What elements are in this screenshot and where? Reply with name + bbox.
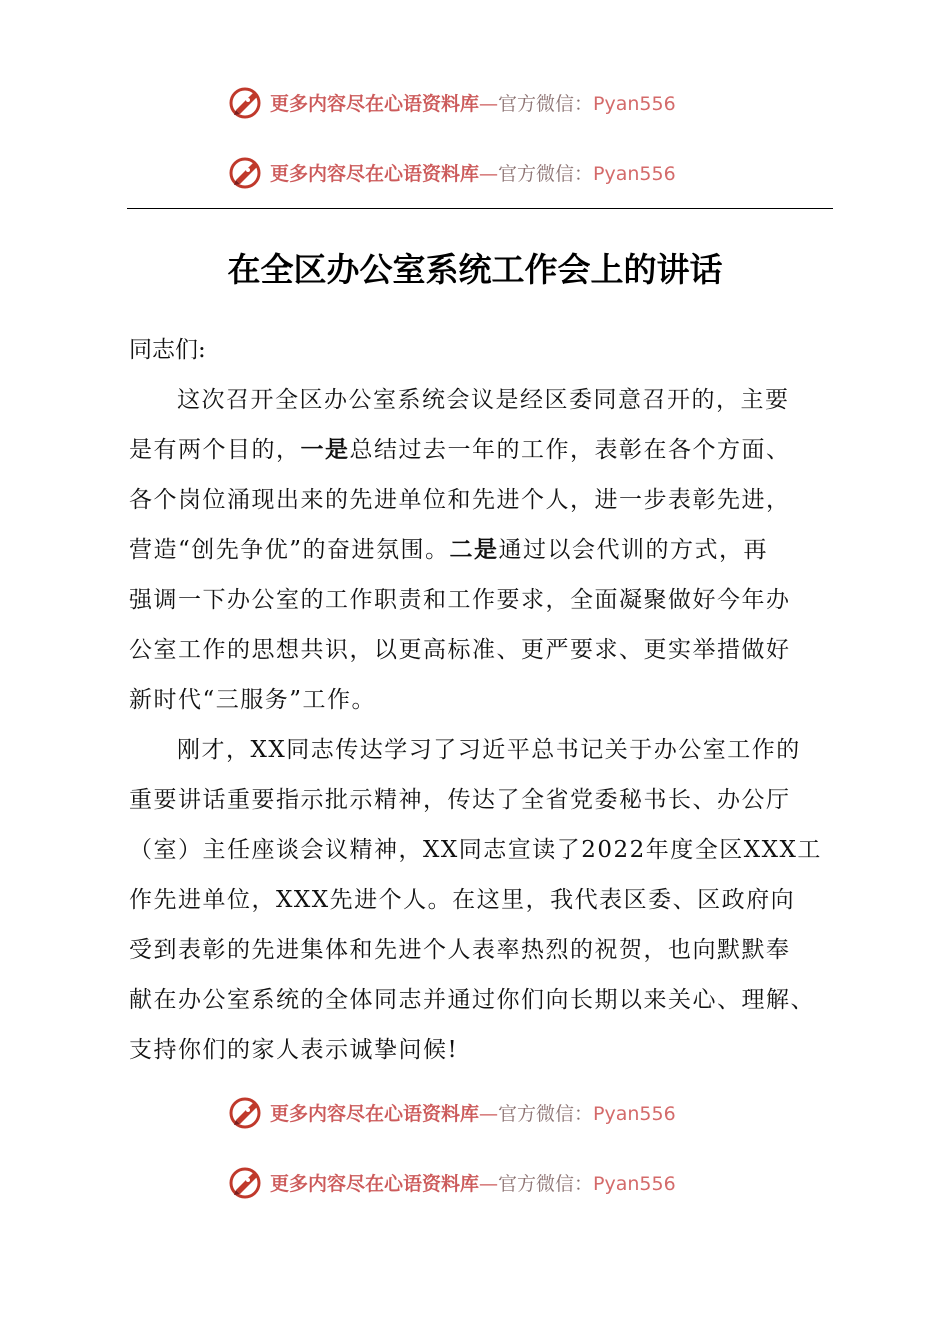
watermark-dash: —: [479, 162, 499, 185]
pen-logo-icon: [228, 154, 264, 190]
p2-line-6: 献在办公室系统的全体同志并通过你们向长期以来关心、理解、: [129, 987, 815, 1013]
watermark-dash: —: [479, 1172, 499, 1195]
p1-line-2-pre: 是有两个目的，: [129, 437, 301, 463]
p1-line-1: 这次召开全区办公室系统会议是经区委同意召开的，主要: [177, 387, 790, 413]
watermark-wechat-label: 官方微信：: [498, 1102, 594, 1125]
p1-line-3: 各个岗位涌现出来的先进单位和先进个人，进一步表彰先进，: [129, 487, 791, 513]
salutation: 同志们:: [129, 337, 206, 363]
p2-line-1: 刚才，XX同志传达学习了习近平总书记关于办公室工作的: [177, 737, 801, 763]
pen-logo-icon: [228, 1164, 264, 1200]
p1-line-4-pre: 营造“创先争优”的奋进氛围。: [129, 537, 450, 563]
watermark-main-text: 更多内容尽在心语资料库: [270, 162, 480, 185]
pen-logo-icon: [228, 84, 264, 120]
watermark-dash: —: [479, 1102, 499, 1125]
p1-line-4-bold: 二是: [449, 536, 499, 563]
watermark-dash: —: [479, 92, 499, 115]
watermark-banner-1: [228, 82, 748, 122]
watermark-banner-3: [228, 1092, 748, 1132]
p1-line-2: [129, 431, 791, 464]
p1-line-4: [129, 531, 768, 564]
header-divider: [127, 208, 833, 209]
p2-line-7: 支持你们的家人表示诚挚问候!: [129, 1037, 459, 1063]
document-title: 在全区办公室系统工作会上的讲话: [227, 250, 723, 289]
p1-line-2-post: 总结过去一年的工作，表彰在各个方面、: [349, 437, 791, 463]
watermark-wechat-id: Pyan556: [593, 1102, 676, 1125]
watermark-banner-2: [228, 152, 748, 192]
p2-line-3: （室）主任座谈会议精神，XX同志宣读了2022年度全区XXX工: [129, 837, 822, 863]
p2-line-4: 作先进单位，XXX先进个人。在这里，我代表区委、区政府向: [129, 887, 796, 913]
watermark-main-text: 更多内容尽在心语资料库: [270, 1172, 480, 1195]
p1-line-4-post: 通过以会代训的方式，再: [498, 537, 769, 563]
watermark-wechat-label: 官方微信：: [498, 92, 594, 115]
pen-logo-icon: [228, 1094, 264, 1130]
p1-line-5: 强调一下办公室的工作职责和工作要求，全面凝聚做好今年办: [129, 587, 791, 613]
watermark-wechat-id: Pyan556: [593, 1172, 676, 1195]
p2-line-5: 受到表彰的先进集体和先进个人表率热烈的祝贺，也向默默奉: [129, 937, 791, 963]
p1-line-7: 新时代“三服务”工作。: [129, 687, 377, 713]
watermark-main-text: 更多内容尽在心语资料库: [270, 1102, 480, 1125]
watermark-wechat-label: 官方微信：: [498, 162, 594, 185]
watermark-wechat-id: Pyan556: [593, 92, 676, 115]
watermark-main-text: 更多内容尽在心语资料库: [270, 92, 480, 115]
p1-line-2-bold: 一是: [300, 436, 350, 463]
watermark-wechat-id: Pyan556: [593, 162, 676, 185]
watermark-wechat-label: 官方微信：: [498, 1172, 594, 1195]
p2-line-2: 重要讲话重要指示批示精神，传达了全省党委秘书长、办公厅: [129, 787, 791, 813]
watermark-banner-4: [228, 1162, 748, 1202]
p1-line-6: 公室工作的思想共识，以更高标准、更严要求、更实举措做好: [129, 637, 791, 663]
